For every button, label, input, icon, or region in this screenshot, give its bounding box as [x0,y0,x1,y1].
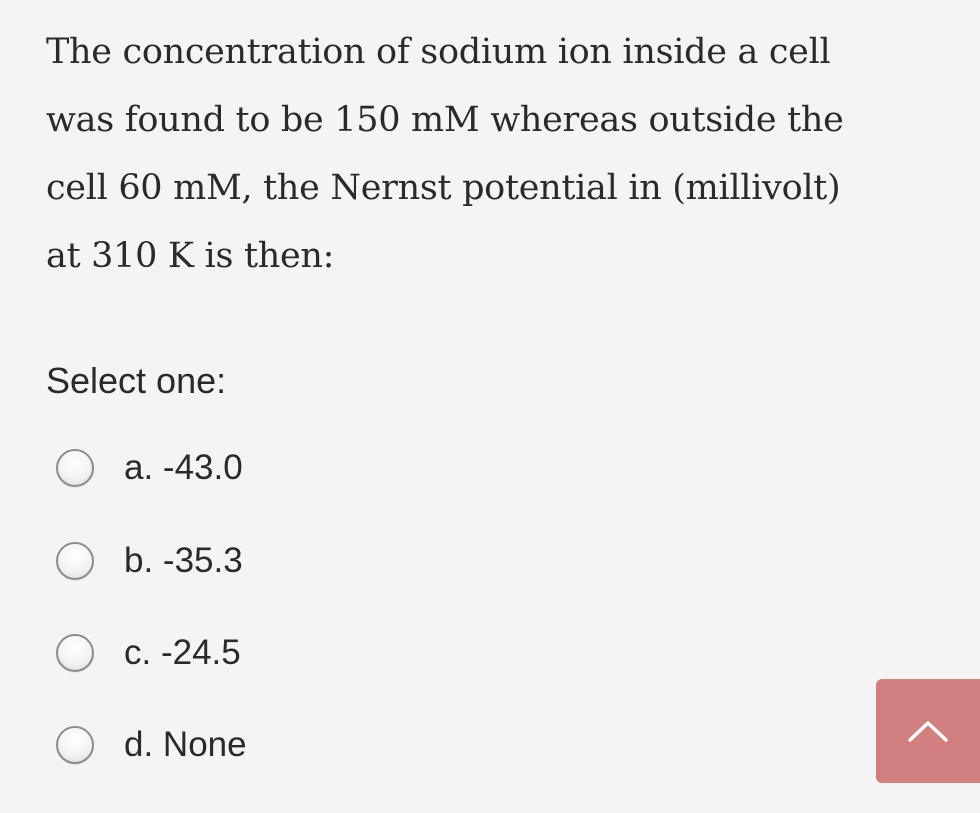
option-c[interactable] [56,623,456,683]
option-b-label[interactable]: b. -35.3 [124,541,243,580]
option-a[interactable] [56,438,456,498]
radio-button-c[interactable] [56,634,94,672]
question-text [46,18,956,290]
radio-button-b[interactable] [56,542,94,580]
radio-button-a[interactable] [56,449,94,487]
question-line: at 310 K is then: [46,236,335,276]
option-c-label[interactable]: c. -24.5 [124,633,241,672]
option-d[interactable] [56,715,456,775]
option-a-label[interactable]: a. -43.0 [124,448,243,487]
select-one-prompt: Select one: [46,360,227,401]
question-line: The concentration of sodium ion inside a cell [46,32,831,72]
scroll-to-top-button[interactable] [876,679,980,783]
chevron-up-icon [906,718,950,744]
question-line: was found to be 150 mM whereas outside the [46,100,844,140]
question-line: cell 60 mM, the Nernst potential in (millivolt) [46,168,841,208]
option-b[interactable] [56,531,456,591]
option-d-label[interactable]: d. None [124,725,247,764]
radio-button-d[interactable] [56,726,94,764]
